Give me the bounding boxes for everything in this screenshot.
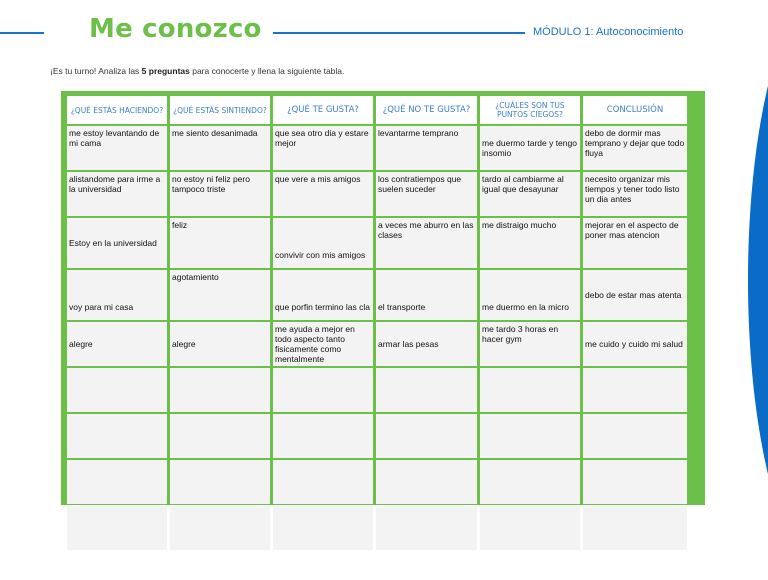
- table-row: [67, 126, 687, 170]
- table-cell[interactable]: [376, 368, 477, 412]
- table-cell[interactable]: armar las pesas: [376, 322, 477, 366]
- table-cell[interactable]: que porfin termino las cla: [273, 270, 373, 320]
- table-cell[interactable]: [480, 506, 580, 550]
- table-cell[interactable]: [67, 460, 167, 504]
- self-knowledge-table-frame: [61, 91, 705, 505]
- table-row: [67, 322, 687, 366]
- self-knowledge-table: [64, 94, 690, 552]
- header-blind-spots: ¿CUÁLES SON TUS PUNTOS CIEGOS?: [480, 96, 580, 124]
- table-cell[interactable]: me tardo 3 horas en hacer gym: [480, 322, 580, 366]
- header-left-rule: [0, 32, 44, 34]
- table-cell[interactable]: [376, 460, 477, 504]
- table-row: [67, 218, 687, 268]
- table-cell[interactable]: [583, 460, 687, 504]
- table-cell[interactable]: los contratiempos que suelen suceder: [376, 172, 477, 216]
- table-header-row: [67, 96, 687, 124]
- table-cell[interactable]: [273, 506, 373, 550]
- table-row: [67, 172, 687, 216]
- table-cell[interactable]: [67, 414, 167, 458]
- table-cell[interactable]: debo de estar mas atenta: [583, 270, 687, 320]
- table-cell[interactable]: necesito organizar mis tiempos y tener todo listo un dia antes: [583, 172, 687, 216]
- table-cell[interactable]: [376, 506, 477, 550]
- table-cell[interactable]: voy para mi casa: [67, 270, 167, 320]
- table-cell[interactable]: convivir con mis amigos: [273, 218, 373, 268]
- table-row: [67, 414, 687, 458]
- table-cell[interactable]: que sea otro dia y estare mejor: [273, 126, 373, 170]
- table-cell[interactable]: me duermo tarde y tengo insomio: [480, 126, 580, 170]
- decorative-blue-arc: [748, 0, 768, 580]
- table-cell[interactable]: [480, 460, 580, 504]
- page-title: Me conozco: [89, 14, 262, 44]
- table-cell[interactable]: [273, 414, 373, 458]
- intro-text-end: para conocerte y llena la siguiente tabla.: [189, 66, 345, 76]
- table-cell[interactable]: agotamiento: [170, 270, 270, 320]
- table-cell[interactable]: [583, 414, 687, 458]
- table-cell[interactable]: alegre: [170, 322, 270, 366]
- header-feeling: ¿QUÉ ESTÁS SINTIENDO?: [170, 96, 270, 124]
- header-likes: ¿QUÉ TE GUSTA?: [273, 96, 373, 124]
- table-cell[interactable]: que vere a mis amigos: [273, 172, 373, 216]
- intro-text-bold: 5 preguntas: [141, 66, 190, 76]
- table-cell[interactable]: [376, 414, 477, 458]
- table-cell[interactable]: levantarme temprano: [376, 126, 477, 170]
- table-cell[interactable]: mejorar en el aspecto de poner mas atencion: [583, 218, 687, 268]
- intro-text: [50, 66, 344, 76]
- table-cell[interactable]: [480, 368, 580, 412]
- table-cell[interactable]: feliz: [170, 218, 270, 268]
- table-cell[interactable]: [170, 460, 270, 504]
- table-cell[interactable]: tardo al cambiarme al igual que desayunar: [480, 172, 580, 216]
- table-cell[interactable]: me siento desanimada: [170, 126, 270, 170]
- table-cell[interactable]: [583, 368, 687, 412]
- table-cell[interactable]: [170, 414, 270, 458]
- table-cell[interactable]: me estoy levantando de mi cama: [67, 126, 167, 170]
- header-dislikes: ¿QUÉ NO TE GUSTA?: [376, 96, 477, 124]
- table-cell[interactable]: me distraigo mucho: [480, 218, 580, 268]
- header-mid-rule: [273, 32, 525, 34]
- table-cell[interactable]: [480, 414, 580, 458]
- table-row: [67, 270, 687, 320]
- table-cell[interactable]: me duermo en la micro: [480, 270, 580, 320]
- table-cell[interactable]: Estoy en la universidad: [67, 218, 167, 268]
- table-row: [67, 460, 687, 504]
- table-cell[interactable]: [170, 506, 270, 550]
- table-cell[interactable]: debo de dormir mas temprano y dejar que todo fluya: [583, 126, 687, 170]
- table-cell[interactable]: [583, 506, 687, 550]
- table-cell[interactable]: el transporte: [376, 270, 477, 320]
- table-row: [67, 368, 687, 412]
- table-cell[interactable]: [170, 368, 270, 412]
- header-conclusion: CONCLUSIÓN: [583, 96, 687, 124]
- table-cell[interactable]: me cuido y cuido mi salud: [583, 322, 687, 366]
- table-cell[interactable]: no estoy ni feliz pero tampoco triste: [170, 172, 270, 216]
- intro-text-start: ¡Es tu turno! Analiza las: [50, 66, 142, 76]
- header-doing: ¿QUÉ ESTÁS HACIENDO?: [67, 96, 167, 124]
- table-cell[interactable]: me ayuda a mejor en todo aspecto tanto fisicamente como mentalmente: [273, 322, 373, 366]
- table-cell[interactable]: alegre: [67, 322, 167, 366]
- table-cell[interactable]: [67, 368, 167, 412]
- table-cell[interactable]: a veces me aburro en las clases: [376, 218, 477, 268]
- table-cell[interactable]: [67, 506, 167, 550]
- module-label: MÓDULO 1: Autoconocimiento: [533, 26, 684, 38]
- table-cell[interactable]: [273, 368, 373, 412]
- table-row: [67, 506, 687, 550]
- table-cell[interactable]: alistandome para irme a la universidad: [67, 172, 167, 216]
- table-cell[interactable]: [273, 460, 373, 504]
